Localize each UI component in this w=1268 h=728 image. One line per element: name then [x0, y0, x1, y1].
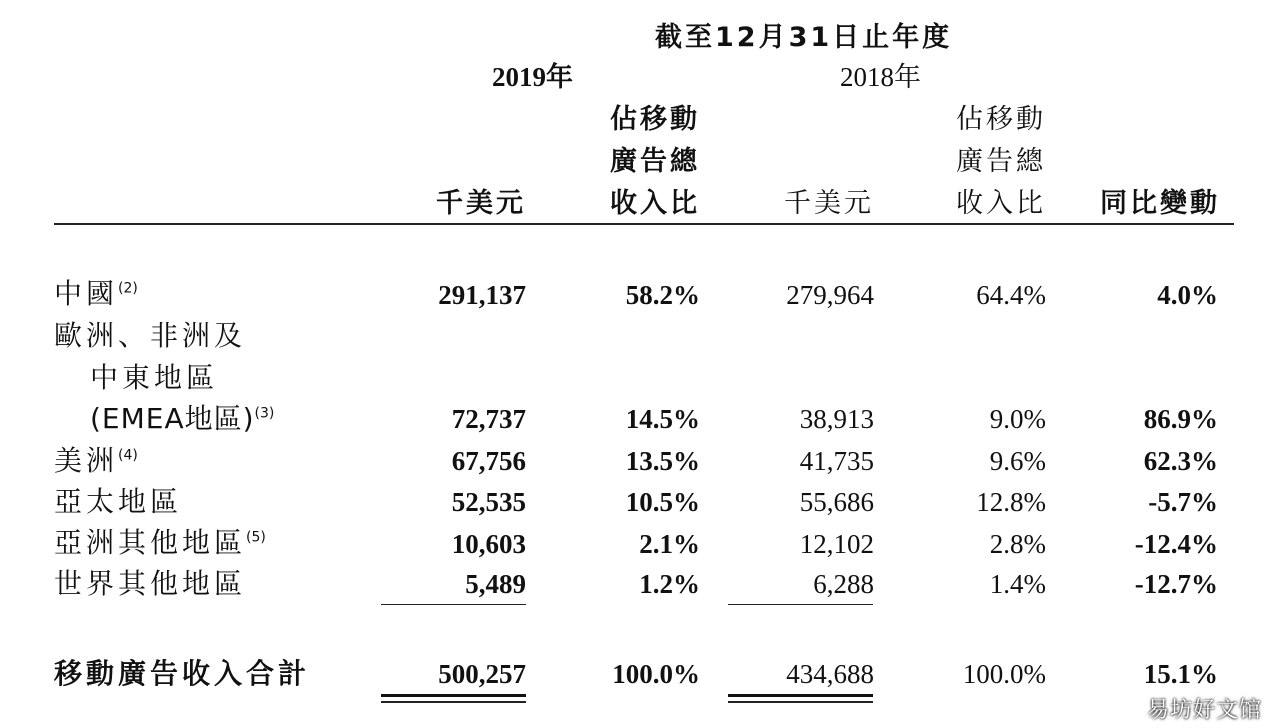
row-label-text: 亞洲其他地區 — [54, 526, 247, 559]
cell-yoy: 62.3% — [1143, 446, 1218, 476]
total-double-rule-2018-bottom — [728, 701, 873, 703]
pct-2018-header-line2: 廣告總 — [956, 146, 1046, 177]
cell-2019-value: 10,603 — [451, 529, 526, 559]
cell-2019-pct: 14.5% — [625, 404, 700, 434]
total-2018-pct: 100.0% — [962, 659, 1046, 689]
cell-2018-pct: 2.8% — [989, 529, 1046, 559]
row-label-rest-of-asia — [54, 526, 266, 559]
total-yoy: 15.1% — [1143, 659, 1218, 689]
pct-2018-header-line3: 收入比 — [956, 188, 1046, 219]
cell-2019-value: 72,737 — [451, 404, 526, 434]
row-label-apac: 亞太地區 — [54, 485, 183, 518]
cell-yoy: -12.7% — [1134, 569, 1218, 599]
cell-2018-value: 38,913 — [799, 404, 874, 434]
cell-yoy: -12.4% — [1134, 529, 1218, 559]
cell-2018-value: 6,288 — [813, 569, 874, 599]
footnote-ref: (4) — [118, 447, 138, 464]
total-2019-pct: 100.0% — [612, 659, 700, 689]
row-label-text: 美洲 — [54, 444, 119, 477]
watermark-text: 易坊好文馆 — [1146, 698, 1262, 723]
cell-yoy: 86.9% — [1143, 404, 1218, 434]
total-double-rule-2019-bottom — [381, 701, 526, 703]
header-rule — [54, 223, 1234, 225]
cell-2019-pct: 10.5% — [625, 487, 700, 517]
row-label-emea-line1: 歐洲、非洲及 — [54, 319, 247, 352]
cell-2018-value: 55,686 — [799, 487, 874, 517]
footnote-ref: (2) — [118, 280, 138, 297]
subtotal-rule-2019 — [381, 604, 526, 605]
row-label-text: (EMEA地區) — [90, 402, 255, 435]
total-2018-value: 434,688 — [786, 659, 874, 689]
cell-2019-value: 67,756 — [451, 446, 526, 476]
pct-2018-header-line1: 佔移動 — [956, 104, 1046, 135]
total-label: 移動廣告收入合計 — [54, 657, 311, 690]
yoy-header: 同比變動 — [1100, 188, 1220, 219]
footnote-ref: (3) — [254, 405, 275, 422]
cell-2018-value: 41,735 — [799, 446, 874, 476]
cell-yoy: 4.0% — [1157, 280, 1218, 310]
period-title: 截至12月31日止年度 — [655, 22, 953, 53]
usd-2019-header: 千美元 — [436, 188, 526, 219]
pct-2019-header-line1: 佔移動 — [610, 104, 700, 135]
year-2018-heading: 2018年 — [840, 62, 921, 92]
total-2019-value: 500,257 — [438, 659, 526, 689]
cell-2018-pct: 9.0% — [989, 404, 1046, 434]
cell-2019-value: 52,535 — [451, 487, 526, 517]
row-label-emea-line2: 中東地區 — [90, 361, 219, 394]
cell-2019-pct: 58.2% — [625, 280, 700, 310]
cell-2019-value: 5,489 — [465, 569, 526, 599]
pct-2019-header-line3: 收入比 — [610, 188, 700, 219]
cell-2018-value: 12,102 — [799, 529, 874, 559]
row-label-text: 中國 — [54, 277, 119, 310]
pct-2019-header-line2: 廣告總 — [610, 146, 700, 177]
cell-2018-pct: 12.8% — [976, 487, 1046, 517]
cell-2018-pct: 1.4% — [989, 569, 1046, 599]
row-label-china — [54, 277, 138, 310]
cell-2019-pct: 13.5% — [625, 446, 700, 476]
total-double-rule-2019-top — [381, 694, 526, 697]
row-label-americas — [54, 444, 138, 477]
total-double-rule-2018-top — [728, 694, 873, 697]
subtotal-rule-2018 — [728, 604, 873, 605]
cell-2019-pct: 2.1% — [639, 529, 700, 559]
cell-yoy: -5.7% — [1148, 487, 1218, 517]
cell-2019-pct: 1.2% — [639, 569, 700, 599]
usd-2018-header: 千美元 — [784, 188, 874, 219]
footnote-ref: (5) — [246, 529, 266, 546]
year-2019-heading: 2019年 — [492, 62, 573, 92]
cell-2018-pct: 64.4% — [976, 280, 1046, 310]
cell-2019-value: 291,137 — [438, 280, 526, 310]
cell-2018-pct: 9.6% — [989, 446, 1046, 476]
row-label-emea-line3 — [90, 402, 275, 435]
cell-2018-value: 279,964 — [786, 280, 874, 310]
row-label-rest-of-world: 世界其他地區 — [54, 567, 247, 600]
